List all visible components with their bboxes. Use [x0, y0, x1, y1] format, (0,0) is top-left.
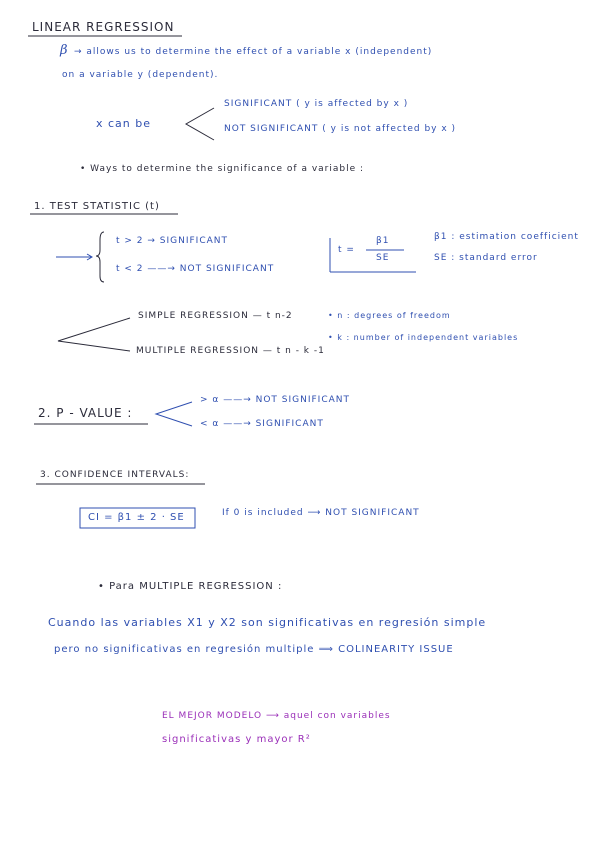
ci-note: If 0 is included ⟶ NOT SIGNIFICANT — [222, 508, 420, 518]
ways-to-determine: • Ways to determine the significance of a variable : — [80, 164, 365, 174]
note-n: • n : degrees of freedom — [328, 311, 451, 320]
def-se: SE : standard error — [434, 253, 538, 263]
best-model-line-2: significativas y mayor R² — [162, 734, 311, 745]
multiple-regression: MULTIPLE REGRESSION — t n - k -1 — [136, 346, 325, 356]
ci-formula: CI = β1 ± 2 · SE — [88, 512, 185, 523]
t-less-condition: t < 2 ——→ NOT SIGNIFICANT — [116, 264, 275, 274]
simple-regression: SIMPLE REGRESSION — t n-2 — [138, 311, 293, 321]
best-model-line-1: EL MEJOR MODELO ⟶ aquel con variables — [162, 711, 391, 721]
spanish-line-1: Cuando las variables X1 y X2 son significativas en regresión simple — [48, 616, 487, 629]
def-beta: β1 : estimation coefficient — [434, 232, 579, 242]
x-can-be-label: x can be — [96, 117, 152, 130]
intro-line-2: on a variable y (dependent). — [62, 70, 219, 80]
multiple-heading: • Para MULTIPLE REGRESSION : — [98, 581, 283, 592]
x-not-significant: NOT SIGNIFICANT ( y is not affected by x ) — [224, 124, 457, 134]
section-1-heading: 1. TEST STATISTIC (t) — [34, 201, 160, 212]
beta-symbol: β — [60, 43, 69, 58]
formula-lhs: t = — [338, 245, 355, 255]
formula-numerator: β1 — [376, 236, 390, 246]
x-significant: SIGNIFICANT ( y is affected by x ) — [224, 99, 409, 109]
p-greater-alpha: > α ——→ NOT SIGNIFICANT — [200, 395, 351, 405]
section-2-heading: 2. P - VALUE : — [38, 406, 133, 420]
p-less-alpha: < α ——→ SIGNIFICANT — [200, 419, 324, 429]
section-3-heading: 3. CONFIDENCE INTERVALS: — [40, 470, 190, 480]
note-k: • k : number of independent variables — [328, 333, 519, 342]
t-greater-condition: t > 2 → SIGNIFICANT — [116, 236, 229, 246]
formula-denominator: SE — [376, 253, 390, 263]
spanish-line-2: pero no significativas en regresión multiple ⟹ COLINEARITY ISSUE — [54, 644, 454, 655]
page-title: LINEAR REGRESSION — [32, 20, 175, 34]
intro-line-1: → allows us to determine the effect of a variable x (independent) — [74, 47, 433, 57]
